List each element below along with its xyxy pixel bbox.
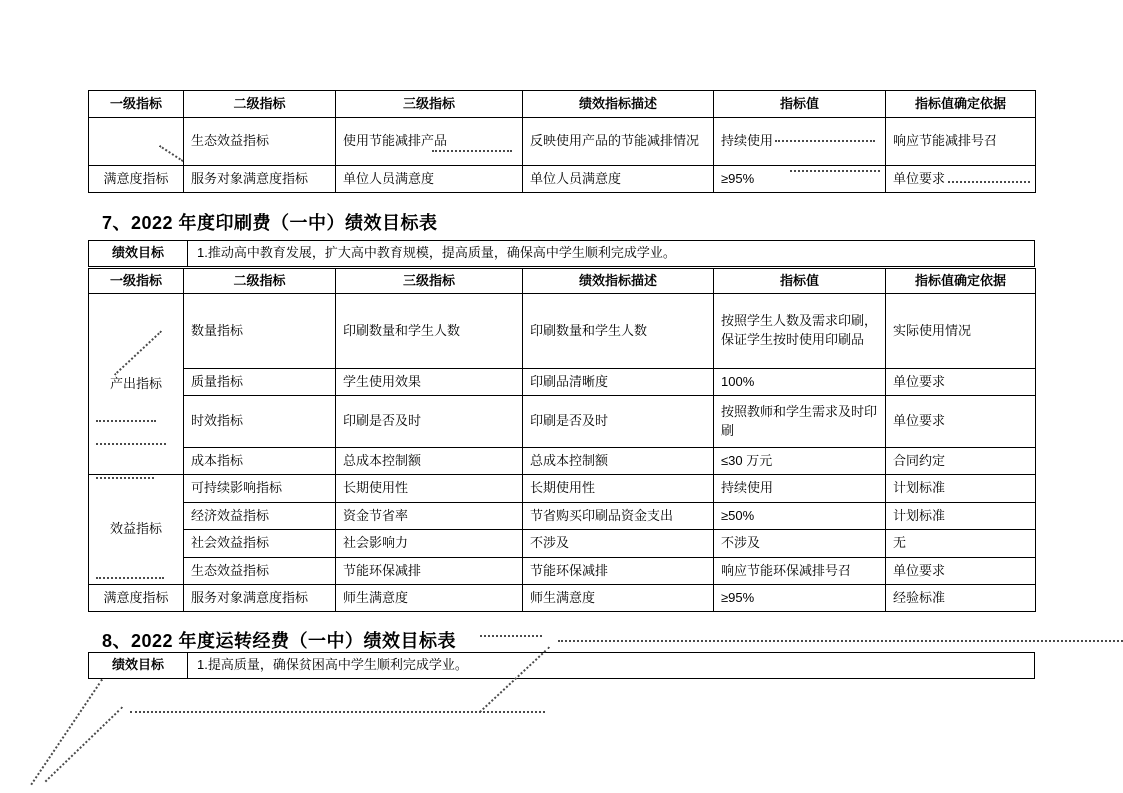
cell-basis: 单位要求 <box>886 369 1036 396</box>
table-row <box>89 294 1036 369</box>
cell-level3: 学生使用效果 <box>336 369 523 396</box>
cell-level3: 使用节能减排产品 <box>336 118 523 166</box>
table-row <box>89 558 1036 585</box>
cell-value: 响应节能环保减排号召 <box>714 558 886 585</box>
column-header: 二级指标 <box>184 269 336 294</box>
column-header: 三级指标 <box>336 269 523 294</box>
cell-level2: 可持续影响指标 <box>184 475 336 503</box>
cell-level3: 师生满意度 <box>336 585 523 612</box>
table-row <box>89 503 1036 530</box>
column-header: 指标值确定依据 <box>886 269 1036 294</box>
cell-desc: 节能环保减排 <box>523 558 714 585</box>
cell-value: 持续使用 <box>714 118 886 166</box>
cell-level3: 印刷是否及时 <box>336 396 523 448</box>
cell-desc: 单位人员满意度 <box>523 166 714 193</box>
cell-level2: 经济效益指标 <box>184 503 336 530</box>
cell-level1: 满意度指标 <box>89 166 184 193</box>
column-header: 指标值确定依据 <box>886 91 1036 118</box>
cell-level1-group: 满意度指标 <box>89 585 184 612</box>
goal-row <box>89 241 1035 267</box>
cell-desc: 师生满意度 <box>523 585 714 612</box>
scan-artifact-line <box>558 640 1123 642</box>
cell-level3: 长期使用性 <box>336 475 523 503</box>
scan-artifact-line <box>775 140 875 142</box>
cell-desc: 节省购买印刷品资金支出 <box>523 503 714 530</box>
header-row <box>89 269 1036 294</box>
table-row <box>89 530 1036 558</box>
scan-artifact-line <box>432 150 512 152</box>
cell-basis: 实际使用情况 <box>886 294 1036 369</box>
goal-label: 绩效目标 <box>89 653 188 679</box>
scan-artifact-line <box>790 170 880 172</box>
goal-text: 1.提高质量，确保贫困高中学生顺利完成学业。 <box>188 653 1035 679</box>
cell-value: ≥50% <box>714 503 886 530</box>
column-header: 指标值 <box>714 91 886 118</box>
column-header: 一级指标 <box>89 269 184 294</box>
cell-basis: 单位要求 <box>886 396 1036 448</box>
cell-basis: 经验标准 <box>886 585 1036 612</box>
cell-level1 <box>89 118 184 166</box>
scan-artifact-line <box>480 635 542 637</box>
cell-level2: 成本指标 <box>184 448 336 475</box>
scan-artifact-line <box>96 477 154 479</box>
cell-desc: 长期使用性 <box>523 475 714 503</box>
column-header: 二级指标 <box>184 91 336 118</box>
column-header: 绩效指标描述 <box>523 91 714 118</box>
scan-artifact-line <box>30 679 103 785</box>
cell-desc: 印刷是否及时 <box>523 396 714 448</box>
scan-artifact-line <box>948 181 1030 183</box>
scan-artifact-line <box>96 420 156 422</box>
table-row <box>89 166 1036 193</box>
table-row <box>89 369 1036 396</box>
section8-goal-table <box>88 652 1035 679</box>
carryover-indicator-table <box>88 90 1036 193</box>
goal-row <box>89 653 1035 679</box>
cell-level2: 生态效益指标 <box>184 558 336 585</box>
cell-value: ≥95% <box>714 166 886 193</box>
cell-desc: 总成本控制额 <box>523 448 714 475</box>
table-row <box>89 585 1036 612</box>
scan-artifact-line <box>96 443 166 445</box>
table-row <box>89 118 1036 166</box>
goal-text: 1.推动高中教育发展，扩大高中教育规模，提高质量，确保高中学生顺利完成学业。 <box>188 241 1035 267</box>
cell-basis: 单位要求 <box>886 558 1036 585</box>
table-row <box>89 475 1036 503</box>
cell-level3: 总成本控制额 <box>336 448 523 475</box>
cell-value: ≤30 万元 <box>714 448 886 475</box>
cell-desc: 不涉及 <box>523 530 714 558</box>
cell-value: 持续使用 <box>714 475 886 503</box>
cell-level1-group: 效益指标 <box>89 475 184 585</box>
section8-title: 8、2022 年度运转经费（一中）绩效目标表 <box>102 631 457 651</box>
column-header: 指标值 <box>714 269 886 294</box>
scan-artifact-line <box>96 577 164 579</box>
cell-level3: 单位人员满意度 <box>336 166 523 193</box>
cell-value: ≥95% <box>714 585 886 612</box>
cell-value: 按照学生人数及需求印刷，保证学生按时使用印刷品 <box>714 294 886 369</box>
cell-level2: 数量指标 <box>184 294 336 369</box>
scan-artifact-line <box>130 711 545 713</box>
column-header: 一级指标 <box>89 91 184 118</box>
cell-basis: 单位要求 <box>886 166 1036 193</box>
cell-basis: 合同约定 <box>886 448 1036 475</box>
cell-basis: 计划标准 <box>886 475 1036 503</box>
cell-basis: 计划标准 <box>886 503 1036 530</box>
cell-value: 按照教师和学生需求及时印刷 <box>714 396 886 448</box>
section7-goal-table <box>88 240 1035 267</box>
cell-desc: 反映使用产品的节能减排情况 <box>523 118 714 166</box>
cell-desc: 印刷品清晰度 <box>523 369 714 396</box>
cell-level2: 质量指标 <box>184 369 336 396</box>
cell-level2: 时效指标 <box>184 396 336 448</box>
cell-level2: 服务对象满意度指标 <box>184 585 336 612</box>
cell-level2: 生态效益指标 <box>184 118 336 166</box>
table-row <box>89 396 1036 448</box>
cell-level2: 社会效益指标 <box>184 530 336 558</box>
header-row <box>89 91 1036 118</box>
section7-title: 7、2022 年度印刷费（一中）绩效目标表 <box>102 213 438 233</box>
cell-level3: 资金节省率 <box>336 503 523 530</box>
goal-label: 绩效目标 <box>89 241 188 267</box>
cell-value: 100% <box>714 369 886 396</box>
cell-level3: 印刷数量和学生人数 <box>336 294 523 369</box>
column-header: 绩效指标描述 <box>523 269 714 294</box>
cell-basis: 响应节能减排号召 <box>886 118 1036 166</box>
cell-level2: 服务对象满意度指标 <box>184 166 336 193</box>
table-row <box>89 448 1036 475</box>
column-header: 三级指标 <box>336 91 523 118</box>
cell-basis: 无 <box>886 530 1036 558</box>
cell-level3: 节能环保减排 <box>336 558 523 585</box>
cell-desc: 印刷数量和学生人数 <box>523 294 714 369</box>
cell-value: 不涉及 <box>714 530 886 558</box>
section7-indicator-table <box>88 268 1036 612</box>
cell-level1-group: 产出指标 <box>89 294 184 475</box>
cell-level3: 社会影响力 <box>336 530 523 558</box>
